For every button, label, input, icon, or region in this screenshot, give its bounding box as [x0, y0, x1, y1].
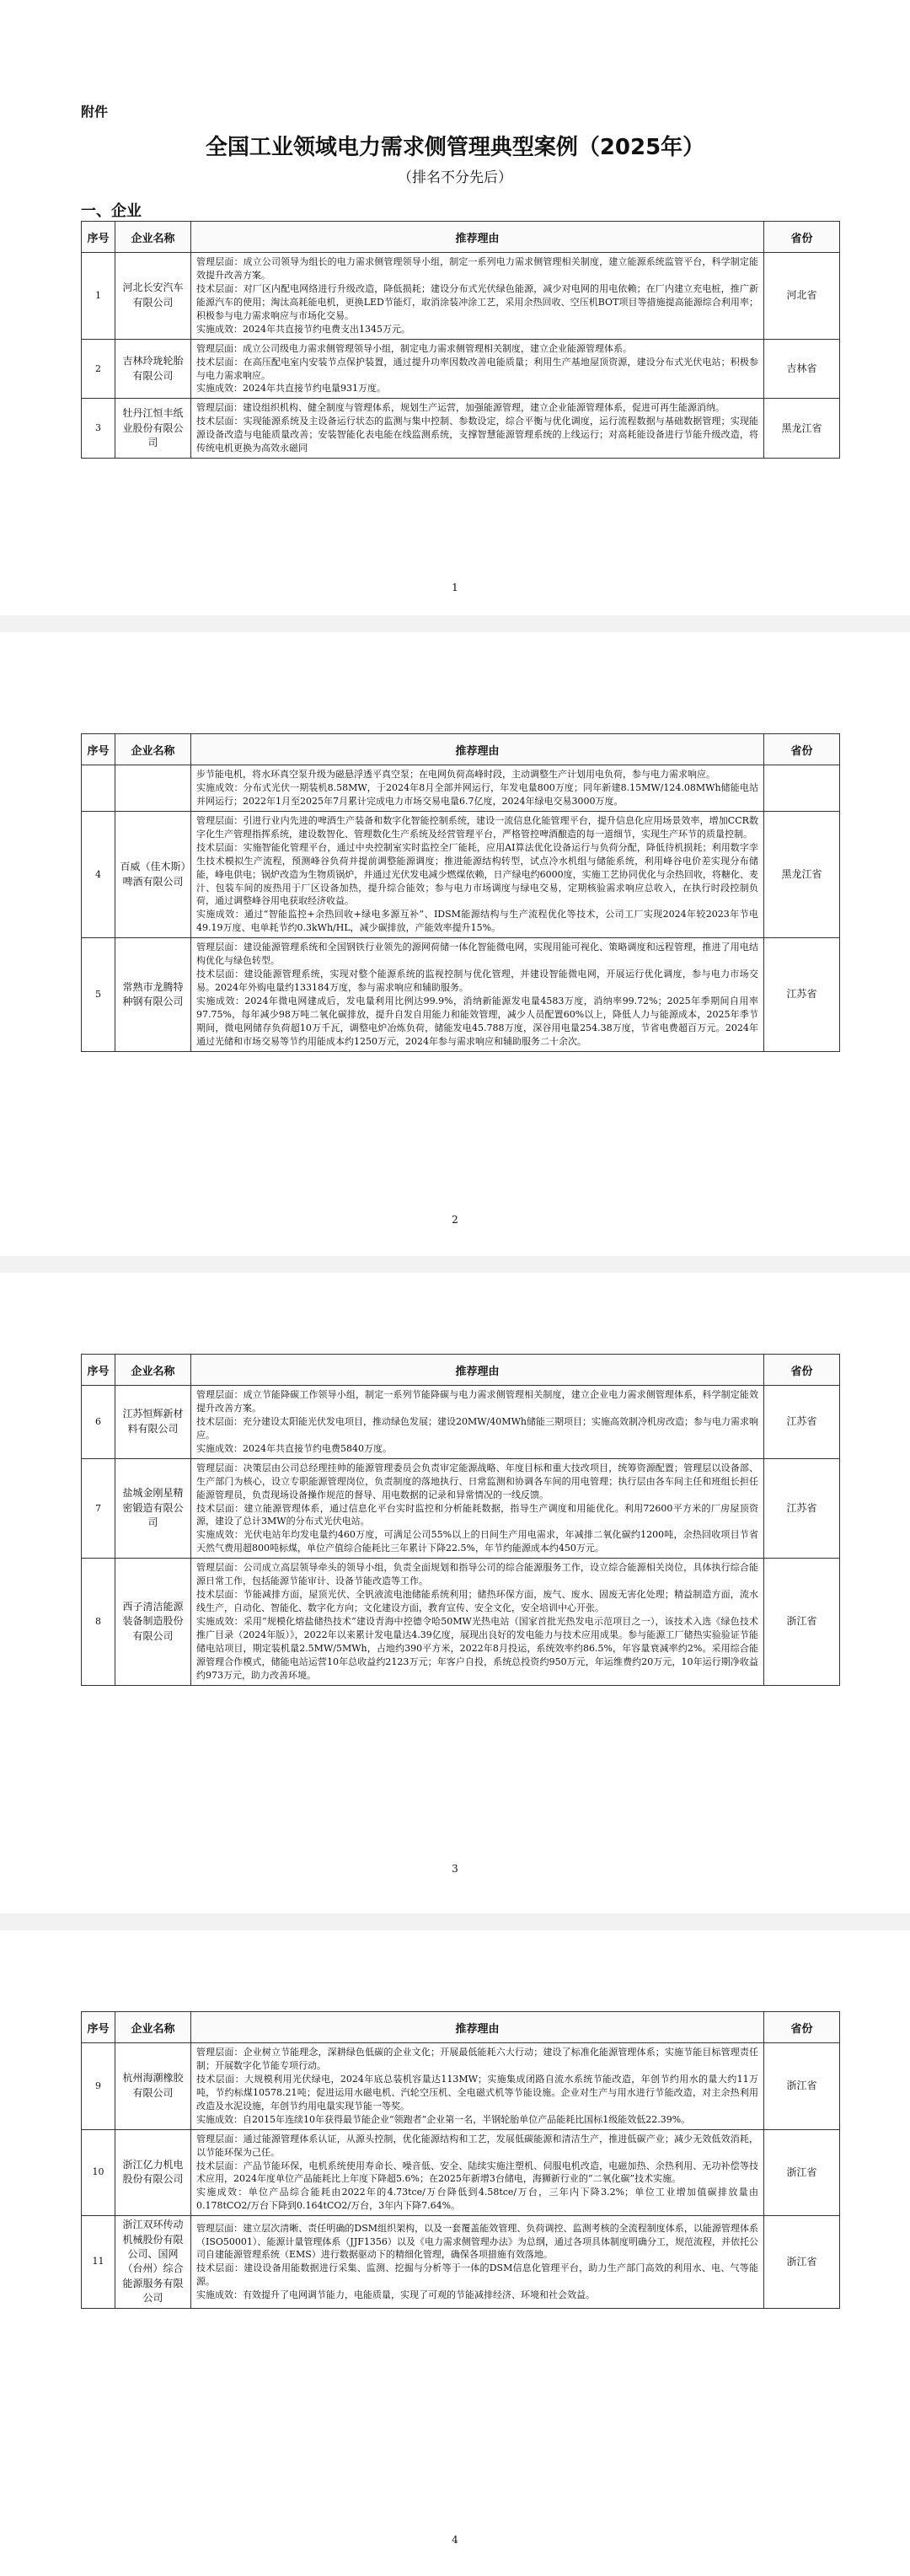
recommendation-reason	[191, 1386, 764, 1459]
page-gap	[0, 1256, 910, 1273]
header-reason: 推荐理由	[191, 2012, 764, 2043]
reason-paragraph: 实施成效：单位产品综合能耗由2022年的4.73tce/万台降低到4.58tce/万台，三年内下降3.2%；单位工业增加值碳排放量由0.178tCO2/万台下降到0.164tCO2/万台，3年内下降7.64%。	[196, 2187, 758, 2212]
company-name: 吉林玲珑轮胎有限公司	[115, 339, 191, 399]
page-number: 2	[452, 1214, 458, 1226]
company-name: 浙江双环传动机械股份有限公司、国网（台州）综合能源服务有限公司	[115, 2216, 191, 2308]
recommendation-reason	[191, 2129, 764, 2216]
case-table-page-2	[81, 733, 840, 1052]
row-number: 5	[82, 938, 115, 1052]
case-table-page-4	[81, 2011, 840, 2309]
province: 江苏省	[764, 1458, 840, 1559]
document-title: 全国工业领域电力需求侧管理典型案例（2025年）	[205, 135, 705, 160]
page-number: 4	[452, 2534, 458, 2546]
case-table-page-1	[81, 221, 840, 459]
table-row	[82, 339, 840, 399]
table-row	[82, 1458, 840, 1559]
reason-paragraph: 实施成效：通过“智能监控+余热回收+绿电多源互补”、IDSM能源结构与生产流程优化等技术，公司工厂实现2024年较2023年节电49.19万度、电单耗节约0.3kWh/HL，减少碳排放，产能效率提升15%。	[196, 909, 758, 934]
reason-paragraph: 实施成效：自2015年连续10年获得最节能企业“领跑者”企业第一名，半钢轮胎单位产品能耗比国标1级能效低22.39%。	[196, 2113, 691, 2125]
company-name: 牡丹江恒丰纸业股份有限公司	[115, 399, 191, 459]
table-row	[82, 399, 840, 459]
section-heading: 一、企业	[81, 202, 142, 220]
province: 黑龙江省	[764, 399, 840, 459]
case-table-page-3	[81, 1354, 840, 1686]
recommendation-reason	[191, 399, 764, 459]
page-3	[0, 1273, 910, 1913]
row-number: 6	[82, 1386, 115, 1459]
reason-paragraph: 技术层面：节能减排方面，屋顶光伏、全钒液流电池储能系统利用；储热环保方面，废气、废水、固废无害化处理；精益制造方面，流水线生产，自动化、智能化、数字化方向；文化建设方面，教育宣传、安全文化，安全培训中心开张。	[196, 1589, 758, 1614]
header-company: 企业名称	[115, 734, 191, 765]
row-number: 2	[82, 339, 115, 399]
header-company: 企业名称	[115, 222, 191, 253]
reason-paragraph: 实施成效：光伏电站年均发电量约460万度，可满足公司55%以上的日间生产用电需求，年减排二氧化碳约1200吨，余热回收项目节省天然气费用超800吨标煤，单位产值综合能耗比三年累计下降22.5%，年节约能源成本约450万元。	[196, 1529, 758, 1554]
header-province: 省份	[764, 1355, 840, 1386]
company-name	[115, 765, 191, 812]
table-row	[82, 765, 840, 812]
reason-paragraph: 管理层面：通过能源管理体系认证，从源头控制，优化能源结构和工艺，发展低碳能源和清洁生产，推进低碳产业；减少无效低效消耗，以节能环保为己任。	[196, 2133, 758, 2158]
reason-paragraph: 技术层面：实现能源系统及主设备运行状态的监测与集中控制、参数设定，综合平衡与优化调度，运行流程数据与基础数据管理；实现能源设备改造与电能质量改善；安装智能化表电能在线监测系统，支撑智慧能源管理系统的上线运行；对高耗能设备进行节能升级改造，将传统电机更换为高效永磁同	[196, 416, 758, 454]
page-1	[0, 0, 910, 615]
reason-paragraph: 技术层面：建立能源管理体系，通过信息化平台实时监控和分析能耗数据，指导生产调度和用能优化。利用72600平方米的厂房屋顶资源，建设了总计3MW的分布式光伏电站。	[196, 1502, 758, 1527]
header-province: 省份	[764, 222, 840, 253]
reason-paragraph: 管理层面：决策层由公司总经理挂帅的能源管理委员会负责审定能源战略、年度目标和重大技改项目，统筹资源配置；管理层以设备部、生产部门为核心，设立专职能源管理岗位，负责制度的落地执行、日常监测和协调各车间的用电管理；执行层由各车间主任和班组长担任能源管理员，负责现场设备操作规范的督导、用电数据的记录和异常情况的一线反馈。	[196, 1462, 758, 1500]
recommendation-reason	[191, 811, 764, 937]
row-number: 9	[82, 2043, 115, 2130]
reason-paragraph: 管理层面：公司成立高层领导牵头的领导小组，负责全面规划和指导公司的综合能源服务工作，设立综合能源相关岗位，具体执行综合能源日常工作，包括能源节能审计、设备节能改造等工作。	[196, 1562, 758, 1587]
company-name: 杭州海潮橡胶有限公司	[115, 2043, 191, 2130]
header-province: 省份	[764, 2012, 840, 2043]
recommendation-reason	[191, 765, 764, 812]
table-row	[82, 1559, 840, 1685]
page-number: 1	[452, 582, 458, 593]
table-row	[82, 253, 840, 340]
reason-paragraph: 管理层面：成立节能降碳工作领导小组，制定一系列节能降碳与电力需求侧管理相关制度，建立企业电力需求侧管理体系，科学制定能效提升改善方案。	[196, 1389, 758, 1414]
reason-paragraph: 管理层面：建立层次清晰、责任明确的DSM组织架构，以及一套覆盖能效管理、负荷调控、监测考核的全流程制度体系，以能源管理体系（ISO50001）、能源计量管理体系（JJF1356）以及《电力需求侧管理办法》为总纲，通过各项具体制度明确分工，规范流程，并依托公司自建能源管理系统（EMS）进行数据驱动下的精细化管理，确保各项措施有效落地。	[196, 2222, 758, 2261]
province: 江苏省	[764, 1386, 840, 1459]
reason-paragraph: 技术层面：大规模利用光伏绿电，2024年底总装机容量达113MW；实施集成闭路自流水系统节能改造，年创节约用水的量大约11万吨，节约标煤10578.21吨；促进运用水磁电机、汽轮空压机、全电磁式机等节能设施。企业对生产与用水进行节能改造，对主余热利用改造及水泥设施，年创节约用电量实现节能一等奖。	[196, 2073, 758, 2112]
reason-paragraph: 实施成效：有效提升了电网调节能力，电能质量，实现了可观的节能减排经济、环境和社会效益。	[196, 2289, 595, 2301]
company-name: 浙江亿力机电股份有限公司	[115, 2129, 191, 2216]
header-no: 序号	[82, 222, 115, 253]
row-number: 3	[82, 399, 115, 459]
header-no: 序号	[82, 734, 115, 765]
document-subtitle: （排名不分先后）	[398, 169, 512, 186]
table-row	[82, 1386, 840, 1459]
row-number: 4	[82, 811, 115, 937]
province: 江苏省	[764, 938, 840, 1052]
reason-paragraph: 技术层面：充分建设太阳能光伏发电项目，推动绿色发展；建设20MW/40MWh储能三期项目；实施高效制冷机房改造；参与电力需求响应。	[196, 1415, 758, 1441]
page-number: 3	[452, 1863, 458, 1875]
row-number	[82, 765, 115, 812]
reason-paragraph: 管理层面：企业树立节能理念，深耕绿色低碳的企业文化；开展最低能耗六大行动；建设了标准化能源管理体系；实施节能目标管理责任制；开展数字化节能专项行动。	[196, 2047, 758, 2071]
header-reason: 推荐理由	[191, 734, 764, 765]
province: 吉林省	[764, 339, 840, 399]
province	[764, 765, 840, 812]
reason-paragraph: 实施成效：2024年微电网建成后，发电量利用比例达99.9%，消纳新能源发电量4583万度，消纳率99.72%；2025年季期间自用率97.75%，每年减少98万吨二氧化碳排放，提升自发自用能力和能效管理，减少人员配置60%以上，降低人力与能源成本，2025年季节期间，微电网储存负荷超10万千瓦，调整电炉冶炼负荷，储能发电45.788万度，深谷用电量254.38万度，节省电费超百万元。2024年通过光储和市场交易等节约用能成本约1250万元，2024年参与需求响应和辅助服务二十余次。	[196, 996, 758, 1047]
province: 河北省	[764, 253, 840, 340]
page-gap	[0, 615, 910, 632]
table-row	[82, 811, 840, 937]
province: 黑龙江省	[764, 811, 840, 937]
province: 浙江省	[764, 2216, 840, 2308]
header-no: 序号	[82, 2012, 115, 2043]
header-province: 省份	[764, 734, 840, 765]
company-name: 盐城金刚星精密锻造有限公司	[115, 1458, 191, 1559]
reason-paragraph: 技术层面：建设能源管理系统，实现对整个能源系统的监视控制与优化管理，并建设智能微电网，开展运行优化调度，参与电力市场交易。2024年外购电量约133184万度，参与需求响应和辅助服务。	[196, 969, 758, 994]
header-reason: 推荐理由	[191, 222, 764, 253]
table-row	[82, 2216, 840, 2308]
reason-paragraph: 管理层面：引进行业内先进的啤酒生产装备和数字化智能控制系统，建设一流信息化能管理平台，提升信息化应用场景效率，增加CCR数字化生产管理指挥系统，建设数智化、管理数化生产系统及经营管理平台，严格管控啤酒酿造的每一道细节，实现生产环节的质量控制。	[196, 814, 758, 840]
row-number: 11	[82, 2216, 115, 2308]
header-reason: 推荐理由	[191, 1355, 764, 1386]
company-name: 百威（佳木斯）啤酒有限公司	[115, 811, 191, 937]
reason-paragraph: 技术层面：实施智能化管理平台，通过中央控制室实时监控全厂能耗，应用AI算法优化设备运行与负荷分配，降低待机损耗；利用数字孪生技术模拟生产流程，预测峰谷负荷并提前调整能源调度；推进能源结构转型，试点冷水机组与储能系统，利用峰谷电价差实现分布储能，峰电供电；锅炉改造为生物质锅炉，并通过光伏发电减少燃煤依赖，日产绿电约6000度，实施工艺协同优化与余热回收，将糖化、麦汁、包装车间的废热用于厂区设备加热，提升综合能效；参与电力市场调度与绿电交易，定期核验需求响应总收入，在执行时段控制负荷，通过调整峰谷用电获取经济收益。	[196, 841, 758, 907]
recommendation-reason	[191, 2043, 764, 2130]
header-company: 企业名称	[115, 2012, 191, 2043]
company-name: 河北长安汽车有限公司	[115, 253, 191, 340]
attachment-label: 附件	[81, 104, 109, 120]
reason-paragraph: 步节能电机，将水环真空泵升级为磁悬浮透平真空泵；在电网负荷高峰时段，主动调整生产计划用电负荷，参与电力需求响应。	[196, 769, 715, 780]
row-number: 1	[82, 253, 115, 340]
reason-paragraph: 管理层面：成立公司级电力需求侧管理领导小组，制定电力需求侧管理相关制度，建立企业能源管理体系。	[196, 342, 632, 354]
row-number: 8	[82, 1559, 115, 1685]
reason-paragraph: 技术层面：在高压配电室内安装节点保护装置，通过提升功率因数改善电能质量；利用生产基地屋顶资源，建设分布式光伏电站；积极参与电力需求响应。	[196, 356, 758, 381]
recommendation-reason	[191, 253, 764, 340]
reason-paragraph: 技术层面：建设设备用能数据进行采集、监测、挖掘与分析等于一体的DSM信息化管理平台，助力生产部门高效的利用水、电、气等能源。	[196, 2262, 758, 2288]
reason-paragraph: 实施成效：采用“规模化熔盐储热技术”建设青海中控德令哈50MW光热电站（国家首批光热发电示范项目之一），该技术入选《绿色技术推广目录（2024年版）》，2022年以来累计发电量达4.39亿度，展现出良好的发电能力与技术应用成果。参与能源工厂储热实验验证节能储电站项目，期定装机量2.5MW/5MWh，占地约390平方米，2022年8月投运，系统效率约86.5%，年容量衰减率约2%。采用综合能源管理合作模式，储能电站运营10年总收益约2123万元；年客户自投，系统总投资约950万元，年运维费约20万元，10年运行期净收益约973万元，助力改善环境。	[196, 1616, 758, 1681]
reason-paragraph: 实施成效：分布式光伏一期装机8.58MW，于2024年8月全部并网运行，年发电量800万度；同年新建8.15MW/124.08MWh储能电站并网运行；2022年1月至2025年7月累计完成电力市场交易电量6.7亿度，2024年绿电交易3000万度。	[196, 781, 758, 807]
recommendation-reason	[191, 1458, 764, 1559]
province: 浙江省	[764, 2129, 840, 2216]
recommendation-reason	[191, 2216, 764, 2308]
reason-paragraph: 管理层面：成立公司领导为组长的电力需求侧管理领导小组，制定一系列电力需求侧管理相关制度，建立能源系统监管平台，科学制定能效提升改善方案。	[196, 256, 758, 281]
reason-paragraph: 技术层面：对厂区内配电网络进行升级改造，降低损耗；建设分布式光伏绿色能源，减少对电网的用电依赖；在厂内建立充电桩，推广新能源汽车的使用；淘汰高耗能电机，更换LED节能灯，取消涂装冲涂工艺，采用余热回收、空压机BOT项目等措施提高能源综合利用率；积极参与电力需求响应与市场化交易。	[196, 282, 758, 321]
table-row	[82, 2129, 840, 2216]
page-4	[0, 1930, 910, 2576]
reason-paragraph: 实施成效：2024年共直接节约电费5840万度。	[196, 1442, 392, 1454]
company-name: 常熟市龙腾特种钢有限公司	[115, 938, 191, 1052]
company-name: 江苏恒辉新材料有限公司	[115, 1386, 191, 1459]
row-number: 7	[82, 1458, 115, 1559]
reason-paragraph: 管理层面：建设能源管理系统和全国钢铁行业领先的源网荷储一体化智能微电网，实现用能可视化、策略调度和远程管理，推进了用电结构优化与绿色转型。	[196, 942, 758, 967]
header-company: 企业名称	[115, 1355, 191, 1386]
reason-paragraph: 管理层面：建设组织机构、健全制度与管理体系，规划生产运营，加强能源管理，建立企业能源管理体系，促进可再生能源消纳。	[196, 402, 725, 414]
recommendation-reason	[191, 938, 764, 1052]
table-row	[82, 938, 840, 1052]
page-2	[0, 632, 910, 1256]
recommendation-reason	[191, 339, 764, 399]
reason-paragraph: 实施成效：2024年共直接节约电量931万度。	[196, 383, 386, 394]
header-no: 序号	[82, 1355, 115, 1386]
reason-paragraph: 技术层面：产品节能环保，电机系统使用寿命长、噪音低、安全、陆续实施注塑机、伺服电机改造，电磁加热、余热利用、无功补偿等技术应用，2024年度单位产品能耗比上年度下降超5.6%；在2025年新增3台储电，海狮新行业的“二氧化碳”技术实施。	[196, 2160, 758, 2185]
province: 浙江省	[764, 2043, 840, 2130]
page-gap	[0, 1913, 910, 1930]
reason-paragraph: 实施成效：2024年共直接节约电费支出1345万元。	[196, 323, 410, 335]
province: 浙江省	[764, 1559, 840, 1685]
row-number: 10	[82, 2129, 115, 2216]
table-row	[82, 2043, 840, 2130]
company-name: 西子清洁能源装备制造股份有限公司	[115, 1559, 191, 1685]
recommendation-reason	[191, 1559, 764, 1685]
